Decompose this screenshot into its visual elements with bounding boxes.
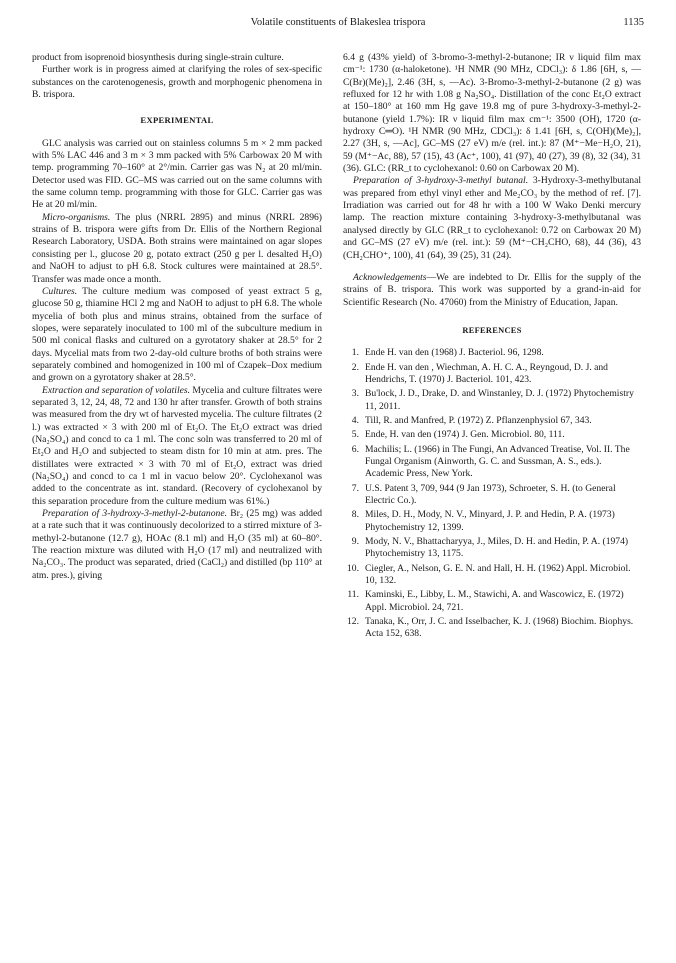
reference-item <box>343 415 641 427</box>
paragraph-preparation-butanal: Preparation of 3-hydroxy-3-methyl butanal. 3-Hydroxy-3-methylbutanal was prepared from ethyl vinyl ether and Me₂CO₃ by the method of ref. [7]. Irradiation was carried out for 48 hr with a 100 W Wako Denki mercury lamp. The reaction mixture containing 3-hydroxy-3-methylbutanal was analysed directly by GLC (RR_t to cyclohexanol: 0.72 on Carbowax 20 M) and GC–MS (27 eV) m/e (rel. int.): 59 (M⁺−CH₂CHO, 68), 44 (36), 43 (CH₂CHO⁺, 100), 41 (64), 39 (25), 31 (24). <box>343 175 641 261</box>
reference-number: 12. <box>347 616 359 628</box>
reference-text: Mody, N. V., Bhattacharyya, J., Miles, D. H. and Hedin, P. A. (1974) Phytochemistry 13, 1175. <box>365 536 629 560</box>
run-in-heading: Micro-organisms. <box>42 211 111 223</box>
running-title: Volatile constituents of Blakeslea trispora <box>250 17 426 28</box>
paragraph: product from isoprenoid biosynthesis during single-strain culture. <box>32 52 284 63</box>
reference-item <box>343 509 641 534</box>
reference-text: Till, R. and Manfred, P. (1972) Z. Pflanzenphysiol 67, 343. <box>365 414 592 426</box>
run-in-heading: Cultures. <box>42 285 78 297</box>
run-in-heading: Preparation of 3-hydroxy-3-methyl butanal. <box>353 175 529 187</box>
reference-item <box>343 616 641 641</box>
reference-text: Ende H. van den (1968) J. Bacteriol. 96, 1298. <box>365 347 544 359</box>
reference-number: 2. <box>351 361 359 373</box>
reference-number: 4. <box>351 414 359 426</box>
paragraph-continued: 6.4 g (43% yield) of 3-bromo-3-methyl-2-butanone; IR ν liquid film max cm⁻¹: 1730 (α-haloketone). ¹H NMR (90 MHz, CDCl₃): δ 1.86 [6H, s, —C(Br)(Me)₂], 2.46 (3H, s, —Ac). 3-Bromo-3-methyl-2-butanone (2 g) was refluxed for 12 hr with 1.08 g Na₂SO₄. Distillation of the conc Et₂O extract at 150–180° at 160 mm Hg gave 19.8 mg of pure 3-hydroxy-3-methyl-2-butanone (yield 1.7%): IR ν liquid film max cm⁻¹: 3500 (OH), 1720 (α-hydroxy C═O). ¹H NMR (90 MHz, CDCl₃): δ 1.41 [6H, s, C(OH)(Me)₂], 2.27 (3H, s, —Ac], GC–MS (27 eV) m/e (rel. int.): 87 (M⁺−Me−H₂O, 21), 59 (M⁺−Ac, 88), 57 (15), 43 (Ac⁺, 100), 41 (97), 40 (27), 39 (8), 32 (34), 31 (36). GLC: (RR_t to cyclohexanol: 0.60 on Carbowax 20 M). <box>343 52 641 175</box>
reference-item <box>343 483 641 508</box>
reference-text: Kaminski, E., Libby, L. M., Stawichi, A. and Wascowicz, E. (1972) Appl. Microbiol. 24, 721. <box>365 589 624 613</box>
reference-item <box>343 347 641 359</box>
reference-text: Bu'lock, J. D., Drake, D. and Winstanley, D. J. (1972) Phytochemistry 11, 2011. <box>365 388 634 412</box>
reference-text: Ciegler, A., Nelson, G. E. N. and Hall, H. H. (1962) Appl. Microbiol. 10, 132. <box>365 562 631 587</box>
reference-text: Ende, H. van den (1974) J. Gen. Microbiol. 80, 111. <box>365 429 565 441</box>
paragraph-preparation-butanone: Preparation of 3-hydroxy-3-methyl-2-butanone. Br₂ (25 mg) was added at a rate such that it was continuously decolorized to a stirred mixture of 3-methyl-2-butanone (12.7 g), HOAc (8.1 ml) and H₂O (35 ml) at 60–80°. The reaction mixture was diluted with H₂O (17 ml) and neutralized with Na₂CO₃. The product was separated, dried (CaCl₂) and distilled (bp 110° at atm. pres.), giving <box>32 508 322 581</box>
reference-number: 3. <box>351 388 359 400</box>
reference-text: U.S. Patent 3, 709, 944 (9 Jan 1973), Schroeter, S. H. (to General Electric Co.). <box>365 482 616 506</box>
paragraph: Further work is in progress aimed at clarifying the roles of sex-specific substances on the carotenogenesis, growth and morphogenic phenomena in B. trispora. <box>32 64 322 101</box>
reference-list <box>343 347 641 641</box>
reference-item <box>343 429 641 441</box>
reference-number: 9. <box>351 536 359 548</box>
paragraph-cultures: Cultures. The culture medium was composed of yeast extract 5 g, glucose 50 g, thiamine HCl 2 mg and NaOH to adjust to pH 6.8. The whole mycelia of both plus and minus strains, obtained from the surface of slopes, were separately inoculated to 100 ml of the subculture medium in 500 ml conical flasks and cultured on a gyrotatory shaker at 28.5° for 2 days. Mycelial mats from two 2-day-old culture broths of both strains were separately combined and homogenized in 100 ml of Czapek–Dox medium and grown on a gyrotatory shaker at 28.5°. <box>32 285 322 384</box>
reference-text: Miles, D. H., Mody, N. V., Minyard, J. P. and Hedin, P. A. (1973) Phytochemistry 12, 1399. <box>365 509 615 533</box>
reference-item <box>343 444 641 481</box>
paragraph-extraction: Extraction and separation of volatiles. Mycelia and culture filtrates were separated 3, 12, 24, 48, 72 and 130 hr after transfer. Growth of both strains was measured from the dry wt of harvested mycelia. The culture filtrates (2 l.) was extracted × 3 with 200 ml of Et₂O. The Et₂O extract was dried (Na₂SO₄) and concd to ca 1 ml. The conc soln was transferred to 20 ml of Et₂O and H₂O and subjected to steam distn for 10 min at atm. pres. The distillates were extracted × 3 with 70 ml of Et₂O, extract was dried (Na₂SO₄) and concd to ca 1 ml in vacuo below 20°. Cyclohexanol was added to the concentrate as int. standard. (Recovery of cyclohexanol by this separation procedure from the culture medium was 61%.) <box>32 384 322 507</box>
reference-item <box>343 362 641 387</box>
run-in-heading: Extraction and separation of volatiles. <box>42 384 190 396</box>
acknowledgements-heading: Acknowledgements <box>353 271 427 283</box>
reference-number: 5. <box>351 429 359 441</box>
reference-number: 10. <box>347 562 359 574</box>
acknowledgements: Acknowledgements—We are indebted to Dr. Ellis for the supply of the strains of B. trispora. This work was supported by a grand-in-aid for Scientific Research (No. 47060) from the Ministry of Education, Japan. <box>343 271 641 308</box>
section-heading-experimental: EXPERIMENTAL <box>140 115 214 126</box>
left-column <box>32 52 322 582</box>
running-header <box>32 17 644 31</box>
reference-item <box>343 589 641 614</box>
reference-item <box>343 563 641 588</box>
paragraph-micro-organisms: Micro-organisms. The plus (NRRL 2895) and minus (NRRL 2896) strains of B. trispora were gifts from Dr. Ellis of the Northern Regional Research Laboratory, USDA. Both strains were maintained on agar slopes consisting per l., glucose 20 g, potato extract (250 g per l. desalted H₂O) and NaOH to adjust to pH 6.8. Stock cultures were maintained at 28.5°. Transfer was made once a month. <box>32 211 322 285</box>
paragraph-glc: GLC analysis was carried out on stainless columns 5 m × 2 mm packed with 5% LAC 446 and 3 m × 3 mm packed with 5% Carbowax 20 M with temp. programming 70–160° at 2°/min. Carrier gas was N₂ at 20 ml/min. Detector used was FID. GC–MS was carried out on the same columns with the same column temp. programming with those for GLC. Carrier gas was He at 20 ml/min. <box>32 137 322 211</box>
reference-item <box>343 388 641 413</box>
reference-number: 7. <box>351 482 359 494</box>
page-number: 1135 <box>623 17 644 28</box>
right-column <box>343 52 641 643</box>
reference-text: Tanaka, K., Orr, J. C. and Isselbacher, K. J. (1968) Biochim. Biophys. Acta 152, 638. <box>365 616 634 640</box>
reference-text: Ende H. van den , Wiechman, A. H. C. A., Reyngoud, D. J. and Hendrichs, T. (1970) J. Bacteriol. 101, 423. <box>365 361 608 385</box>
reference-number: 1. <box>351 347 359 359</box>
reference-number: 8. <box>351 509 359 521</box>
reference-item <box>343 536 641 561</box>
reference-number: 11. <box>347 589 359 601</box>
reference-number: 6. <box>351 443 359 455</box>
reference-text: Machilis; L. (1966) in The Fungi, An Advanced Treatise, Vol. II. The Fungal Organism (Ainworth, G. C. and Sussman, A. S., eds.). Academic Press, New York. <box>365 443 630 480</box>
section-heading-references: REFERENCES <box>462 325 522 335</box>
run-in-heading: Preparation of 3-hydroxy-3-methyl-2-butanone. <box>42 508 227 520</box>
